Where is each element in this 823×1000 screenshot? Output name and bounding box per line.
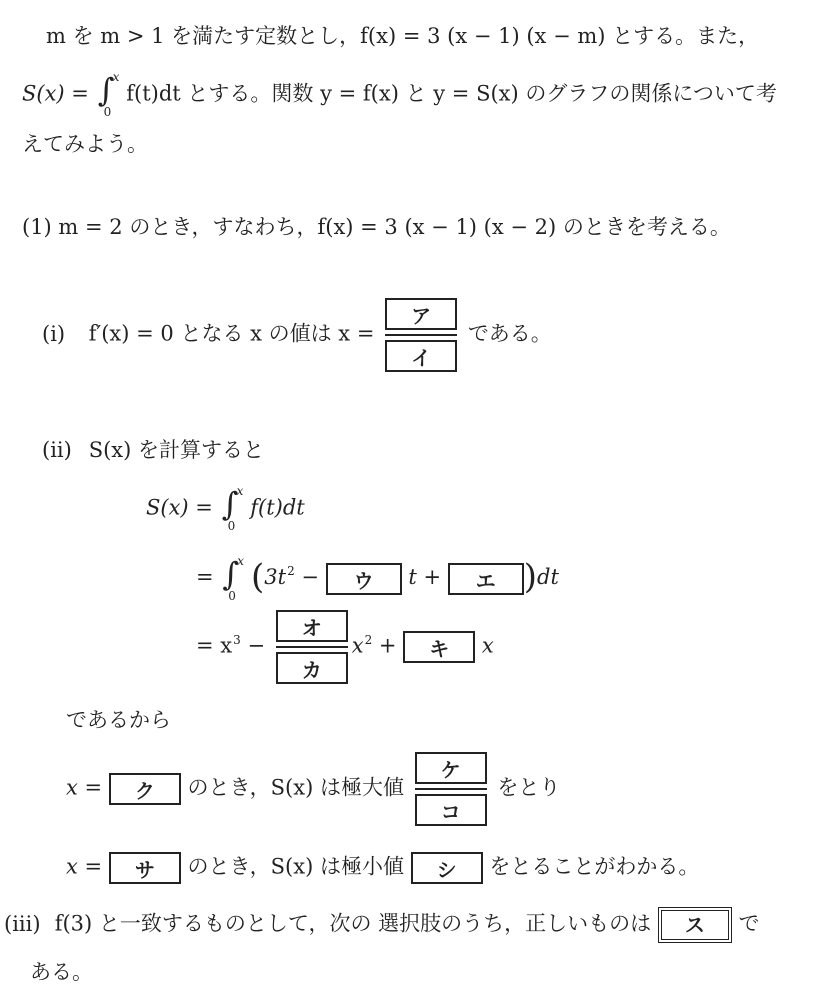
part-iii-end bbox=[30, 962, 93, 983]
integral-symbol: ∫ x 0 bbox=[221, 484, 244, 533]
part-ii-eq3 bbox=[196, 610, 494, 684]
part-iii-row bbox=[4, 907, 760, 943]
answer-box-a[interactable]: ア bbox=[385, 298, 457, 330]
integral-upper-limit: x bbox=[112, 70, 120, 84]
integral-lower-limit: 0 bbox=[228, 588, 236, 603]
answer-box-u[interactable]: ウ bbox=[326, 563, 402, 595]
answer-box-i[interactable]: イ bbox=[385, 340, 457, 372]
eq3-x1: x bbox=[481, 633, 494, 658]
part-ii-min-row bbox=[66, 852, 699, 884]
answer-box-ku[interactable]: ク bbox=[109, 773, 181, 805]
max-end-text: をとり bbox=[497, 775, 561, 800]
integral-symbol: ∫ x 0 bbox=[97, 70, 120, 119]
eq2-exp: 2 bbox=[287, 564, 295, 578]
part-iii-after: で bbox=[738, 911, 760, 936]
intro-line-3 bbox=[22, 134, 148, 155]
dearukara-text: であるから bbox=[66, 708, 171, 732]
part1-header-text: (1) m = 2 のとき，すなわち，f(x) = 3 (x − 1) (x − 2) のときを考える。 bbox=[22, 215, 731, 239]
part-ii-dearukara bbox=[66, 710, 171, 731]
intro-line-1-text: m を m > 1 を満たす定数とし，f(x) = 3 (x − 1) (x − m) とする。また， bbox=[46, 24, 760, 48]
part-iii-text: f(3) と一致するものとして，次の 選択肢のうち，正しいものは bbox=[54, 911, 652, 936]
answer-box-ki[interactable]: キ bbox=[403, 631, 475, 663]
answer-box-su[interactable]: ス bbox=[658, 907, 732, 943]
eq3-plus: + bbox=[372, 633, 397, 658]
part-iii-label: (iii) bbox=[4, 911, 41, 936]
answer-box-ke[interactable]: ケ bbox=[415, 752, 487, 784]
eq3-x2: x bbox=[351, 633, 364, 658]
eq1-rhs: f(t)dt bbox=[250, 495, 305, 520]
part-ii-label: (ii) bbox=[42, 438, 72, 462]
integral-lower-limit: 0 bbox=[227, 519, 236, 533]
answer-fraction-a-i bbox=[385, 298, 457, 372]
max-x-eq: x = bbox=[66, 775, 103, 800]
max-mid-text: のとき，S(x) は極大値 bbox=[187, 775, 404, 800]
eq2-dt: dt bbox=[537, 565, 559, 589]
intro-line-3-text: えてみよう。 bbox=[22, 132, 148, 156]
answer-box-ka[interactable]: カ bbox=[276, 652, 348, 684]
part-i-label: (i) bbox=[42, 321, 66, 346]
part1-header bbox=[22, 217, 731, 238]
intro-line-2 bbox=[22, 70, 777, 119]
min-end-text: をとることがわかる。 bbox=[489, 854, 700, 879]
answer-box-shi[interactable]: シ bbox=[411, 852, 483, 884]
part-ii-eq2: = ∫ x 0 ($3t^2$ − ウ t + エ )dt bbox=[196, 553, 559, 603]
eq3-minus: − bbox=[240, 633, 266, 658]
part-ii-intro-text: S(x) を計算すると bbox=[88, 438, 264, 462]
part-iii-end-text: ある。 bbox=[30, 960, 93, 984]
eq2-t-plus: t + bbox=[408, 565, 442, 589]
answer-fraction-o-ka bbox=[276, 610, 348, 684]
answer-box-e[interactable]: エ bbox=[448, 563, 524, 595]
eq3-exp3: 3 bbox=[233, 632, 241, 647]
intro-line-1 bbox=[46, 26, 759, 47]
part-ii-intro bbox=[42, 440, 264, 461]
integral-upper-limit: x bbox=[236, 484, 244, 498]
eq2-minus: − bbox=[294, 565, 319, 589]
part-ii-eq1 bbox=[146, 484, 305, 533]
answer-box-o[interactable]: オ bbox=[276, 610, 348, 642]
eq2-equals: = bbox=[196, 565, 214, 589]
integral-lower-limit: 0 bbox=[103, 105, 112, 119]
integral-upper-limit: x bbox=[237, 553, 245, 568]
min-x-eq: x = bbox=[66, 854, 103, 879]
answer-box-sa[interactable]: サ bbox=[109, 852, 181, 884]
part-i-text-before: f′(x) = 0 となる x の値は x = bbox=[88, 321, 375, 346]
intro-s-lhs: S(x) = bbox=[22, 81, 89, 106]
eq1-lhs: S(x) = bbox=[146, 495, 213, 520]
part-i-row bbox=[42, 298, 552, 372]
eq2-3t: 3t bbox=[264, 565, 287, 589]
answer-fraction-ke-ko bbox=[415, 752, 487, 826]
eq3-exp2: 2 bbox=[364, 632, 373, 647]
answer-box-ko[interactable]: コ bbox=[415, 794, 487, 826]
part-ii-max-row bbox=[66, 752, 560, 826]
part-i-text-after: である。 bbox=[467, 321, 552, 346]
integral-symbol: ∫ x 0 bbox=[222, 553, 245, 603]
intro-line-2-rest: f(t)dt とする。関数 y = f(x) と y = S(x) のグラフの関係について考 bbox=[126, 81, 777, 106]
eq3-x: = x bbox=[196, 633, 233, 658]
min-mid-text: のとき，S(x) は極小値 bbox=[187, 854, 404, 879]
